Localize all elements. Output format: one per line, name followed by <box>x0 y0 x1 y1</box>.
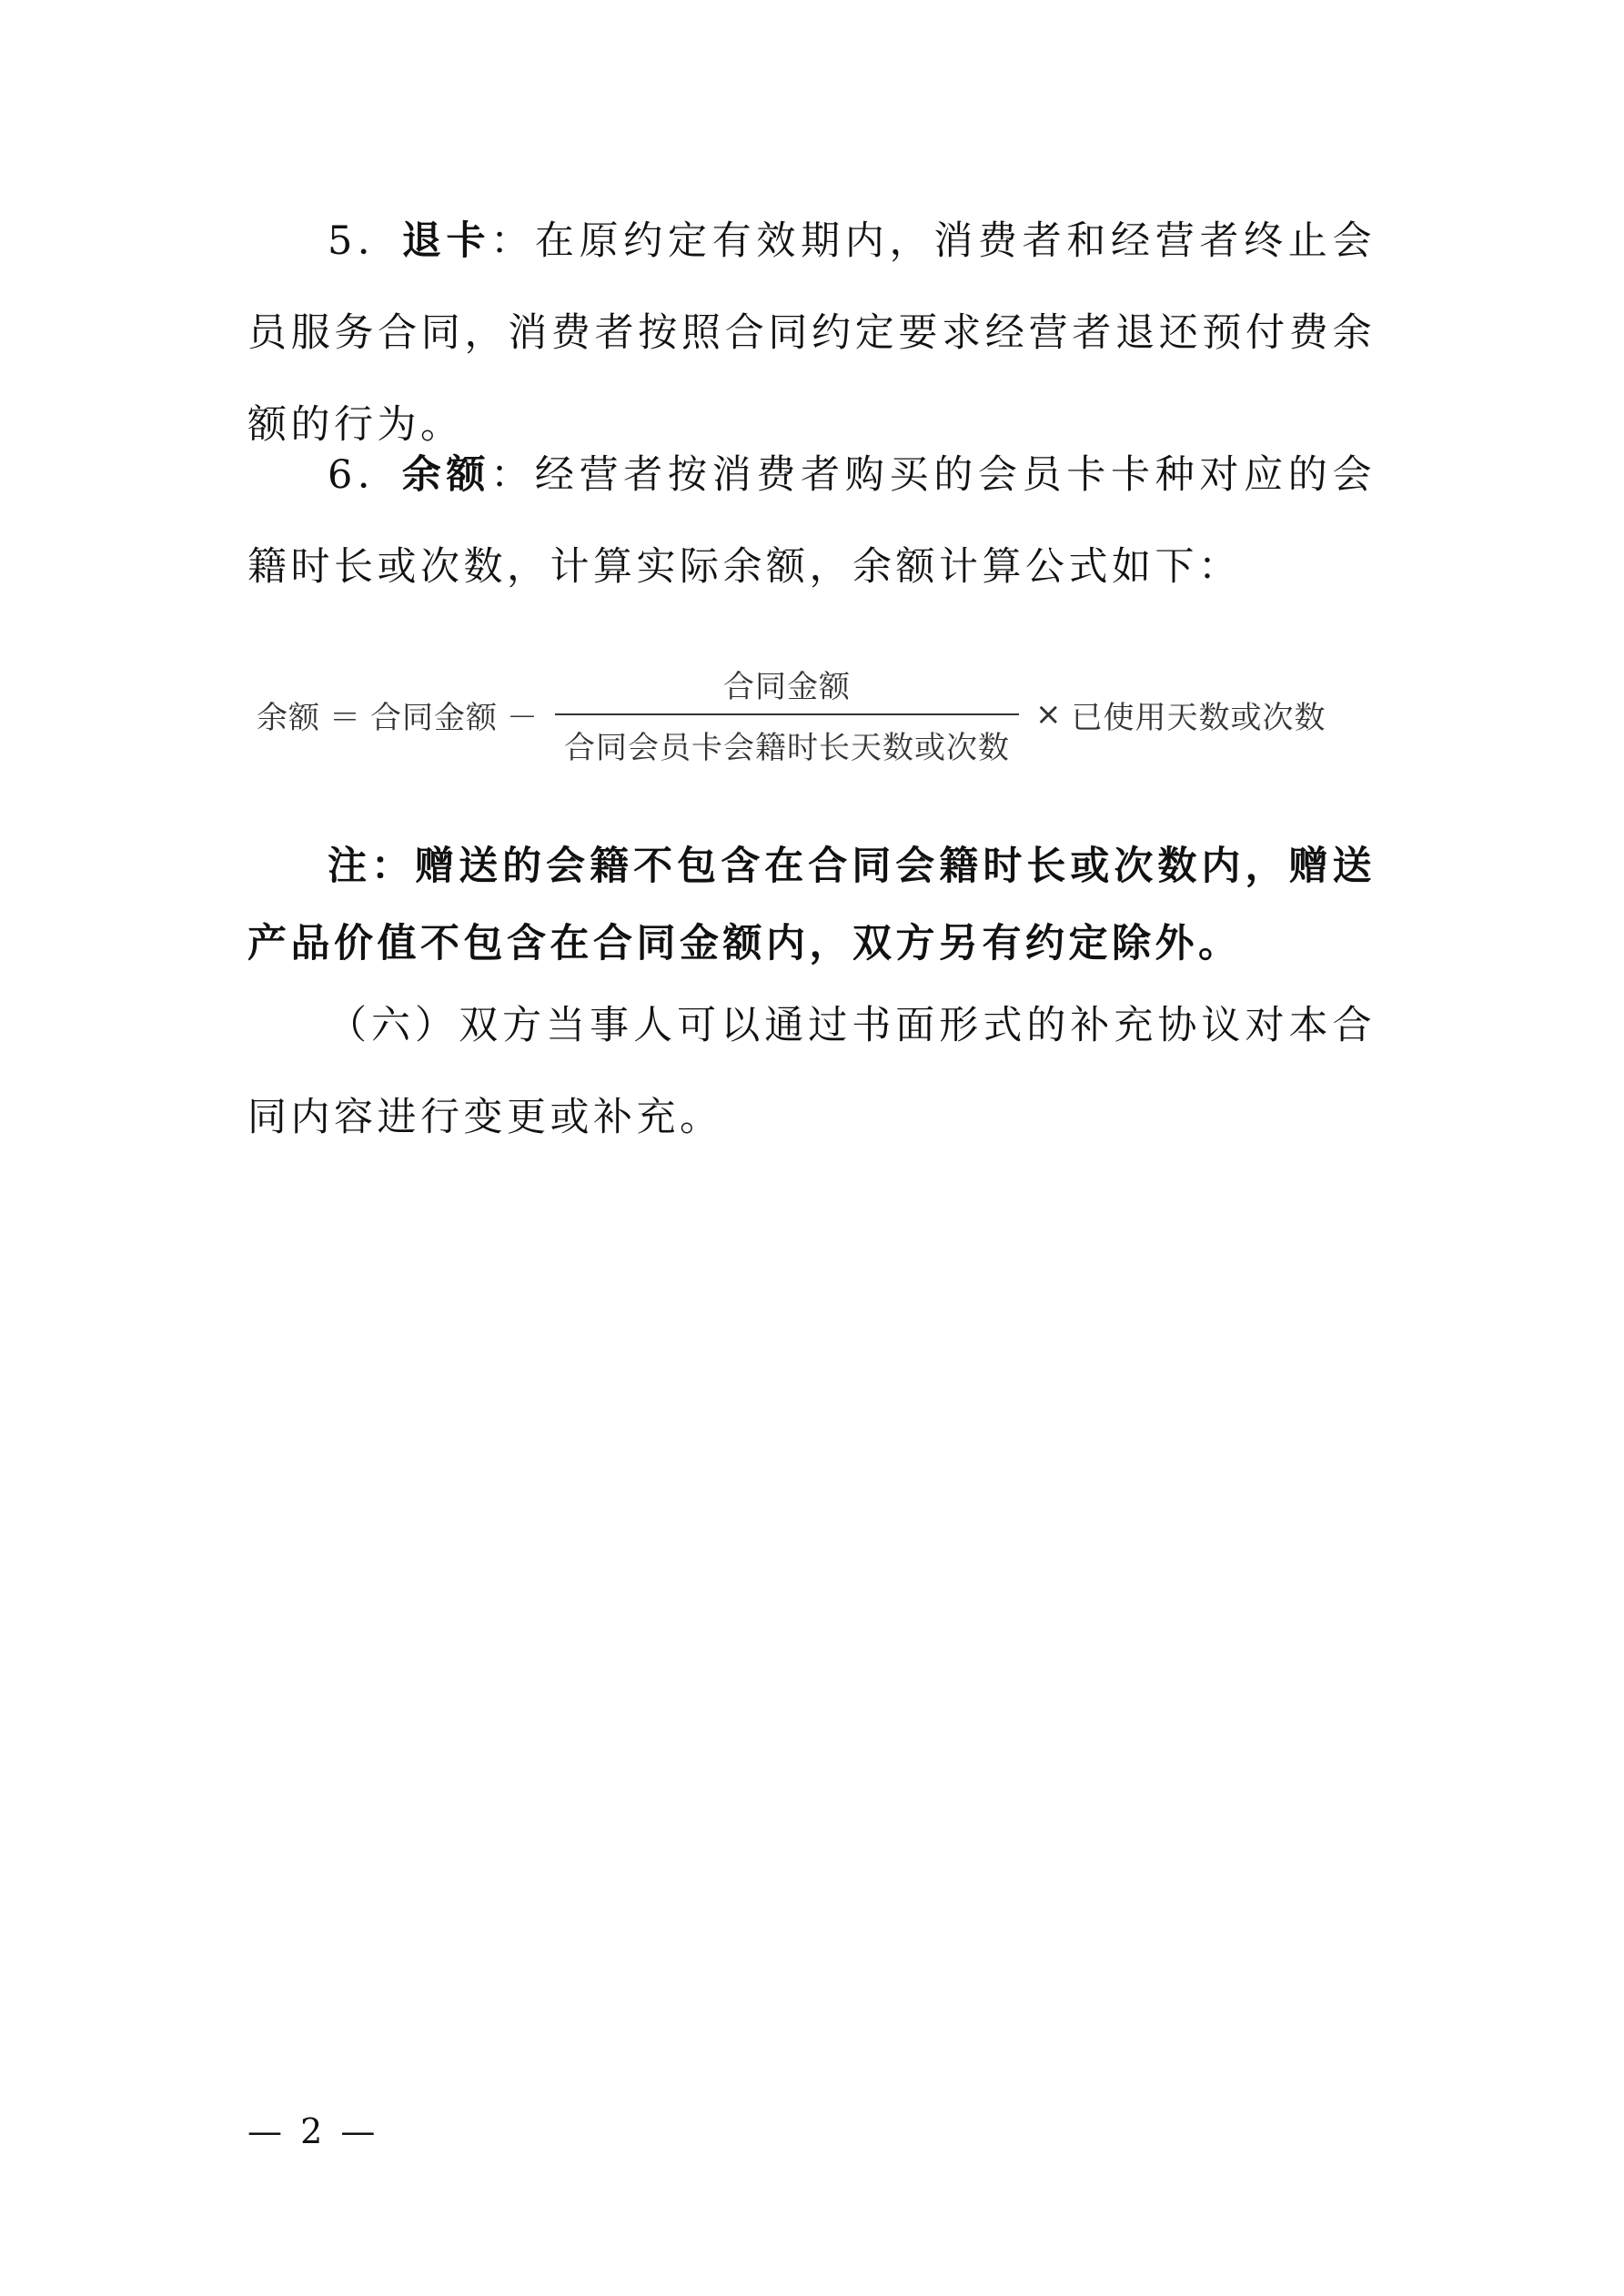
balance-formula <box>257 655 1326 774</box>
term-balance: 余额 <box>401 452 491 498</box>
paragraph-text: 经营者按消费者购买的会员卡卡种对应的会籍时长或次数，计算实际余额，余额计算公式如下： <box>247 452 1377 590</box>
paragraph-balance <box>247 430 1376 613</box>
formula-numerator: 合同金额 <box>723 669 851 705</box>
item-number: 6． <box>328 452 402 498</box>
formula-times: × <box>1035 696 1063 733</box>
page-number: — 2 — <box>247 2111 379 2151</box>
term-colon: ： <box>490 218 535 264</box>
item-number: 5． <box>328 218 402 264</box>
formula-equals: ＝ <box>329 699 361 736</box>
note-paragraph: 注：赠送的会籍不包含在合同会籍时长或次数内，赠送产品价值不包含在合同金额内，双方另有约定除外。 <box>247 844 1376 966</box>
formula-denominator: 合同会员卡会籍时长天数或次数 <box>564 730 1010 766</box>
formula-contract-amount: 合同金额 <box>370 699 498 736</box>
term-colon: ： <box>490 452 535 498</box>
formula-lhs: 余额 <box>257 699 320 736</box>
formula-fraction <box>555 662 1019 767</box>
paragraph-text: 在原约定有效期内，消费者和经营者终止会员服务合同，消费者按照合同约定要求经营者退还预付费余额的行为。 <box>247 218 1377 448</box>
formula-used-count: 已使用天数或次数 <box>1071 699 1326 736</box>
paragraph-supplement: （六）双方当事人可以通过书面形式的补充协议对本合同内容进行变更或补充。 <box>247 1003 1376 1140</box>
formula-minus: － <box>507 699 539 736</box>
term-refund: 退卡 <box>401 218 491 264</box>
